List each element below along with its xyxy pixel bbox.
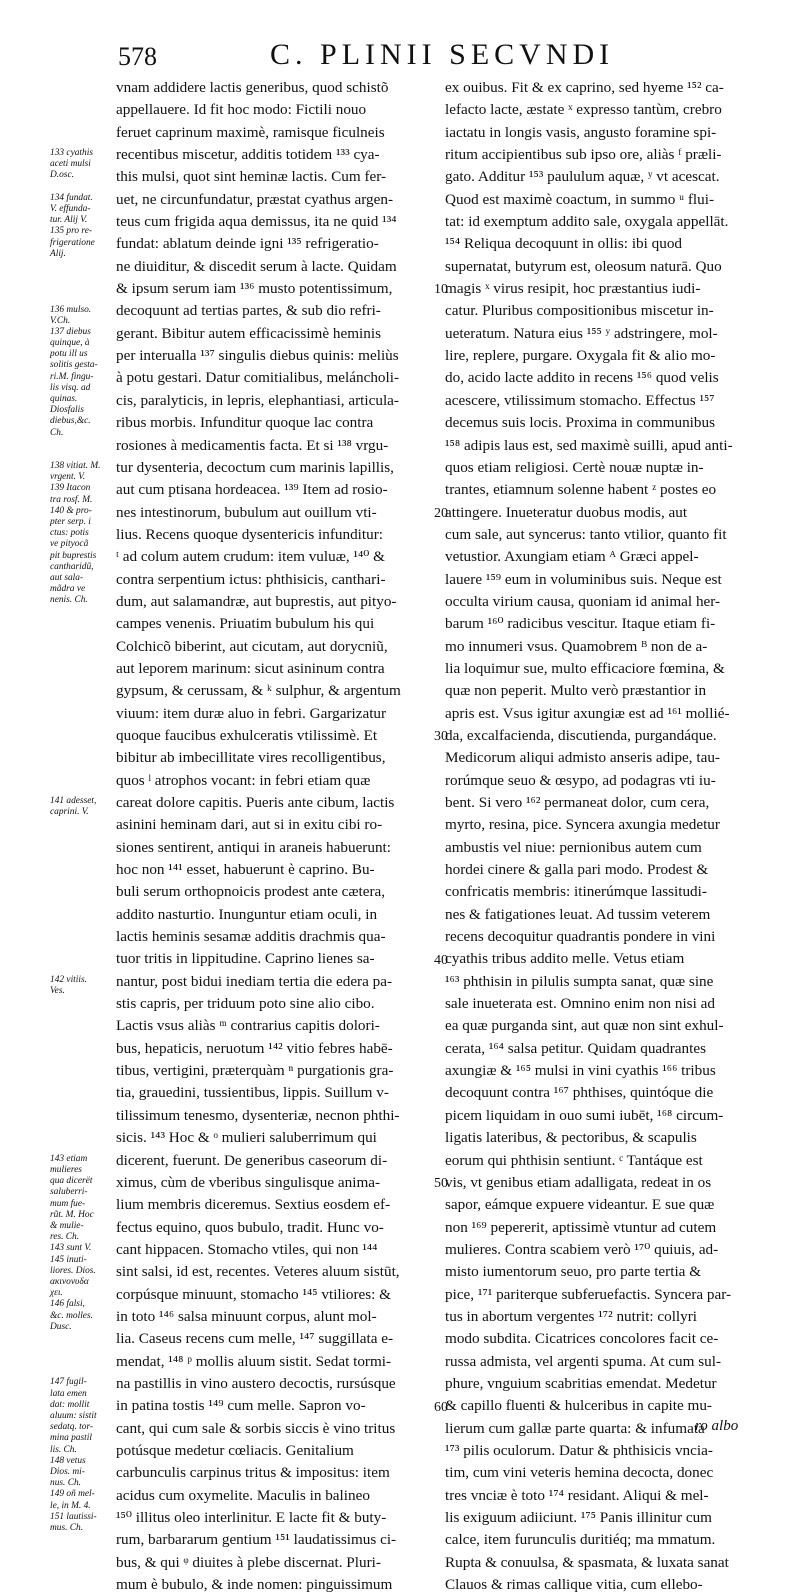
page-number: 578 bbox=[118, 42, 157, 71]
text-line: bent. Si vero ¹⁶² permaneat dolor, cum cera, bbox=[445, 794, 710, 811]
text-line: russa admista, vel argenti spuma. At cum sul- bbox=[445, 1352, 721, 1370]
text-line: pice, ¹⁷¹ pariterque subferuefactis. Syncera par- bbox=[445, 1285, 732, 1303]
text-line: gypsum, & cerussam, & ᵏ sulphur, & argentum bbox=[116, 682, 401, 700]
text-line: quos etiam religiosi. Certè nouæ nuptæ in- bbox=[445, 458, 704, 476]
text-line: supernatat, butyrum est, oleosum naturā. Quo bbox=[445, 257, 722, 275]
text-line: ea quæ purganda sint, aut quæ non sint exhul- bbox=[445, 1017, 724, 1035]
text-line: barum ¹⁶⁰ radicibus vescitur. Itaque etiam fi- bbox=[445, 615, 716, 633]
margin-note: 137 diebus quinque, à potu ill us solitis gesta- ri.M. fingu- lis visq. ad quinas. Diosfalis diebus,&c. Ch. bbox=[50, 326, 98, 438]
text-line: confricatis membris: itinerúmque lassitudi- bbox=[445, 883, 707, 901]
text-line: ribus morbis. Infunditur quoque lac contra bbox=[116, 414, 374, 432]
text-line: da, excalfacienda, discutienda, purgandáque. bbox=[445, 726, 717, 744]
text-line: lactis heminis sesamæ additis drachmis qua- bbox=[116, 928, 386, 946]
text-line: dicerent, fuerunt. De generibus caseorum di- bbox=[116, 1151, 388, 1169]
text-line: hordei cinere & galla pari modo. Prodest & bbox=[445, 861, 709, 879]
text-line: lium membris diceremus. Sextius eosdem ef- bbox=[116, 1196, 391, 1214]
margin-note: 134 fundat. V. effunda- tur. Alij V. 135 pro re- frigeratione Alij. bbox=[50, 192, 95, 259]
text-line: addito nasturtio. Inunguntur etiam oculi, in bbox=[116, 905, 378, 923]
line-number: 60 bbox=[434, 1399, 448, 1415]
text-line: Quod est maximè coactum, in summo ᵘ flui- bbox=[445, 190, 715, 208]
text-line: misto iumentorum seuo, pro parte tertia & bbox=[445, 1263, 702, 1281]
text-line: bus, & qui ᵠ diuites à plebe discernat. Pluri- bbox=[116, 1553, 381, 1571]
text-line: decoquunt contra ¹⁶⁷ phthises, quintóque die bbox=[445, 1084, 714, 1102]
text-line: stis capris, per triduum poto sine alio cibo. bbox=[116, 995, 375, 1013]
text-line: tim, cum vini veteris hemina decocta, donec bbox=[445, 1464, 714, 1482]
text-line: ¹⁵⁸ adipis laus est, sed maximè suilli, apud anti- bbox=[445, 436, 733, 454]
text-line: quoque faucibus exhulceratis vtilissimè. Et bbox=[116, 726, 378, 744]
text-line: hoc non ¹⁴¹ esset, habuerunt è caprino. Bu- bbox=[116, 861, 375, 879]
text-line: sicis. ¹⁴³ Hoc & ᵒ mulieri saluberrimum qui bbox=[116, 1129, 377, 1147]
text-line: non ¹⁶⁹ pepererit, aptissimè vtuntur ad cutem bbox=[445, 1218, 717, 1236]
text-line: phure, vnguium scabritias emendat. Medetur bbox=[445, 1374, 717, 1392]
text-line: cerata, ¹⁶⁴ salsa petitur. Quidam quadrantes bbox=[445, 1039, 707, 1057]
text-line: Rupta & conuulsa, & spasmata, & luxata sanat bbox=[445, 1553, 729, 1571]
text-line: tuor tritis in lippitudine. Caprino lienes sa- bbox=[116, 950, 375, 968]
text-line: feruet caprinum maximè, ramisque ficulneis bbox=[116, 123, 385, 141]
text-line: ᵗ ad colum autem crudum: item vuluæ, ¹⁴⁰ & bbox=[116, 548, 385, 566]
text-line: siones sentirent, antiqui in araneis habuerunt: bbox=[116, 838, 391, 856]
text-line: decemus suis locis. Proxima in communibus bbox=[445, 414, 715, 432]
text-line: do, acido lacte addito in recens ¹⁵⁶ quod velis bbox=[445, 369, 719, 387]
text-line: sint salsi, id est, recentes. Veteres aluum sistūt, bbox=[116, 1263, 400, 1281]
text-line: eorum qui phthisin sentiunt. ᶜ Tantáque est bbox=[445, 1151, 703, 1169]
text-line: aut cum ptisana hordeacea. ¹³⁹ Item ad rosio- bbox=[116, 481, 388, 499]
text-line: apris est. Vsus igitur axungiæ est ad ¹⁶¹ mollié- bbox=[445, 704, 730, 722]
text-line: mum è bubulo, & inde nomen: pinguissimum bbox=[116, 1576, 393, 1594]
text-line: in toto ¹⁴⁶ salsa minuunt corpus, alunt mol- bbox=[116, 1307, 377, 1325]
page-header bbox=[0, 38, 800, 78]
text-line: appellauere. Id fit hoc modo: Fictili nouo bbox=[116, 101, 367, 119]
margin-note: 142 vitiis. Ves. bbox=[50, 975, 87, 997]
text-line: quæ non peperit. Multo verò præstantior in bbox=[445, 682, 707, 700]
text-line: gato. Additur ¹⁵³ paululum aquæ, ʸ vt acescat. bbox=[445, 168, 720, 186]
text-line: ligatis lateribus, & pectoribus, & scapulis bbox=[445, 1129, 697, 1147]
text-line: calce, item furunculis duritiéq; ma mmatum. bbox=[445, 1531, 716, 1549]
text-line: lia. Caseus recens cum melle, ¹⁴⁷ suggillata e- bbox=[116, 1330, 394, 1348]
text-line: bus, hepaticis, neruotum ¹⁴² vitio febres habē- bbox=[116, 1039, 393, 1057]
text-line: this mulsi, quot sint heminæ lactis. Cum fer- bbox=[116, 168, 387, 186]
text-line: & capillo fluenti & hulceribus in capite mu- bbox=[445, 1397, 712, 1415]
text-line: picem liquidam in ouo sumi iubēt, ¹⁶⁸ circum- bbox=[445, 1106, 724, 1124]
text-line: lefacto lacte, æstate ˣ expresso tantùm, crebro bbox=[445, 101, 722, 119]
text-line: nes & fatigationes leuat. Ad tussim veterem bbox=[445, 905, 711, 923]
left-text-column bbox=[116, 77, 434, 1596]
text-line: acescere, vtilissimum stomacho. Effectus ¹⁵⁷ bbox=[445, 391, 715, 409]
text-line: rosiones à medicamentis facta. Et si ¹³⁸ vrgu- bbox=[116, 436, 389, 454]
margin-note: 141 adesset, caprini. V. bbox=[50, 796, 97, 818]
margin-note: 136 mulso. V.Ch. bbox=[50, 304, 92, 326]
text-line: Lactis vsus aliàs ᵐ contrarius capitis dolori- bbox=[116, 1017, 380, 1035]
text-line: Colchicõ biberint, aut cicutam, aut dorycniũ, bbox=[116, 637, 388, 655]
text-line: cyathis tribus addito melle. Vetus etiam bbox=[445, 950, 685, 968]
text-line: uet, ne circunfundatur, præstat cyathus argen- bbox=[116, 190, 394, 208]
text-line: ¹⁵⁴ Reliqua decoquunt in ollis: ibi quod bbox=[445, 235, 683, 253]
text-line: Clauos & rimas callique vitia, cum ellebo- bbox=[445, 1576, 703, 1594]
text-line: sapor, eámque expuere videantur. E sue quæ bbox=[445, 1196, 715, 1214]
text-line: tia, grauedini, tussientibus, lippis. Suillum v- bbox=[116, 1084, 389, 1102]
text-line: cant, qui cum sale & sorbis siccis è vino tritus bbox=[116, 1419, 396, 1437]
text-line: recentibus miscetur, additis totidem ¹³³ cya- bbox=[116, 146, 380, 164]
text-line: ¹⁷³ pilis oculorum. Datur & phthisicis vncia- bbox=[445, 1441, 713, 1459]
text-line: rorúmque seuo & œsypo, ad podagras vti iu- bbox=[445, 771, 716, 789]
text-line: ximus, cùm de vberibus singulisque anima- bbox=[116, 1173, 381, 1191]
text-line: decoquunt ad tertias partes, & sub dio refri- bbox=[116, 302, 381, 320]
line-number: 10 bbox=[434, 282, 448, 298]
text-line: dum, aut salamandræ, aut buprestis, aut pityo- bbox=[116, 592, 397, 610]
text-line: contra serpentium ictus: phthisicis, canthari- bbox=[116, 570, 386, 588]
text-line: cum sale, aut syncerus: tanto vtilior, quanto fit bbox=[445, 525, 727, 543]
text-line: cis, paralyticis, in lepris, elephantiasi, articula- bbox=[116, 391, 399, 409]
text-line: recens decoquitur quadrantis pondere in vini bbox=[445, 928, 716, 946]
text-line: lius. Recens quoque dysentericis infunditur: bbox=[116, 525, 383, 543]
text-line: lire, replere, purgare. Oxygala fit & alio mo- bbox=[445, 347, 716, 365]
text-line: vis, vt genibus etiam adalligata, redeat in os bbox=[445, 1173, 712, 1191]
line-number: 50 bbox=[434, 1176, 448, 1192]
text-line: tres vnciæ è toto ¹⁷⁴ residant. Aliqui & mel- bbox=[445, 1486, 709, 1504]
text-line: & ipsum serum iam ¹³⁶ musto potentissimum, bbox=[116, 280, 393, 298]
text-line: vetustior. Axungiam etiam ᴬ Græci appel- bbox=[445, 548, 699, 566]
margin-note: 138 vitiat. M. vrgent. V. 139 Itacon tra rosf. M. 140 & pro- pter serp. i ctus: potis ve pityocã pit buprestis cantharidũ, aut sala- mãdra ve nenis. Ch. bbox=[50, 460, 101, 606]
text-line: teus cum frigida aqua demissus, ita ne quid ¹³⁴ bbox=[116, 213, 397, 231]
text-line: fectus equino, quos bubulo, tradit. Hunc vo- bbox=[116, 1218, 384, 1236]
text-line: per interualla ¹³⁷ singulis diebus quinis: meliùs bbox=[116, 347, 399, 365]
text-line: na pastillis in vino austero decoctis, rursúsque bbox=[116, 1374, 396, 1392]
text-line: mulieres. Contra scabiem verò ¹⁷⁰ quiuis, ad- bbox=[445, 1240, 719, 1258]
text-line: ueteratum. Natura eius ¹⁵⁵ ʸ adstringere, mol- bbox=[445, 324, 718, 342]
text-line: cant hippacen. Stomacho vtiles, qui non ¹⁴⁴ bbox=[116, 1240, 378, 1258]
margin-note: 147 fugil- lata emen dat: mollit aluum: sistit sedatq. tor- mina pastil lis. Ch. 148 vetus Dios. mi- nus. Ch. 149 oñ mel- le, in M. 4. 151 lautissi- mus. Ch. bbox=[50, 1377, 97, 1533]
text-line: quos ˡ atrophos vocant: in febri etiam quæ bbox=[116, 771, 371, 789]
text-line: lierum cum gallæ parte quarta: & infumata bbox=[445, 1419, 705, 1437]
text-line: ambustis vel niue: pernionibus autem cum bbox=[445, 838, 702, 856]
text-line: bibitur ab imbecillitate vires recolligentibus, bbox=[116, 749, 386, 767]
text-line: potúsque medetur cœliacis. Genitalium bbox=[116, 1441, 354, 1459]
text-line: ne diuiditur, & discedit serum à lacte. Quidam bbox=[116, 257, 397, 275]
margin-note: 143 etiam mulieres qua dicerët saluberri- mum fue- rũt. M. Hoc & mulie- res. Ch. 143 sunt V. 145 inuti- liores. Dios. ακινονυδα χει. 146 falsi, &c. molles. Dusc. bbox=[50, 1153, 96, 1332]
catchword: ro albo bbox=[695, 1418, 739, 1434]
text-line: occulta virium causa, quoniam id animal her- bbox=[445, 592, 721, 610]
text-line: mo innumeri vsus. Quamobrem ᴮ non de a- bbox=[445, 637, 708, 655]
text-line: ritum accipientibus sub ipso ore, aliàs ᶠ præli- bbox=[445, 146, 722, 164]
text-line: carbunculis carpinus tritus & impositus: item bbox=[116, 1464, 390, 1482]
text-line: campes venenis. Priuatim bubulum his qui bbox=[116, 615, 375, 633]
text-line: tat: id exemptum addito sale, oxygala appellāt. bbox=[445, 213, 729, 231]
text-line: tus in abortum vergentes ¹⁷² nutrit: collyri bbox=[445, 1307, 698, 1325]
text-line: lia loquimur sue, multo efficaciore fœmina, & bbox=[445, 659, 725, 677]
text-line: myrto, resina, pice. Syncera axungia medetur bbox=[445, 816, 720, 834]
line-number: 30 bbox=[434, 729, 448, 745]
line-number: 20 bbox=[434, 505, 448, 521]
text-line: sale inueterata est. Omnino enim non nisi ad bbox=[445, 995, 715, 1013]
text-line: lauere ¹⁵⁹ eum in voluminibus suis. Neque est bbox=[445, 570, 722, 588]
text-line: magis ˣ virus resipit, hoc præstantius iudi- bbox=[445, 280, 701, 298]
text-line: rum, barbararum gentium ¹⁵¹ laudatissimus ci- bbox=[116, 1531, 397, 1549]
text-line: tur dysenteria, decoctum cum marinis lapillis, bbox=[116, 458, 394, 476]
text-line: attingere. Inueteratur duobus modis, aut bbox=[445, 503, 688, 521]
text-line: fundat: ablatum deinde igni ¹³⁵ refrigeratio- bbox=[116, 235, 379, 253]
text-line: vnam addidere lactis generibus, quod schistõ bbox=[116, 79, 389, 96]
text-line: ex ouibus. Fit & ex caprino, sed hyeme ¹⁵² ca- bbox=[445, 79, 724, 96]
text-line: in patina tostis ¹⁴⁹ cum melle. Sapron vo- bbox=[116, 1397, 366, 1415]
margin-note: 133 cyathis aceti mulsi D.osc. bbox=[50, 148, 93, 181]
text-line: trantes, etiamnum solenne habent ᶻ postes eo bbox=[445, 481, 717, 499]
text-line: Medicorum aliqui admisto anseris adipe, tau- bbox=[445, 749, 720, 767]
text-line: iactatu in longis vasis, angusto foramine spi- bbox=[445, 123, 717, 141]
text-line: mendat, ¹⁴⁸ ᵖ mollis aluum sistit. Sedat tormi- bbox=[116, 1352, 392, 1370]
text-line: tilissimum tenesmo, dysenteriæ, necnon phthi- bbox=[116, 1106, 400, 1124]
text-line: tibus, vertigini, præterquàm ⁿ purgationis gra- bbox=[116, 1062, 394, 1080]
text-line: lis exiguum adiiciunt. ¹⁷⁵ Panis illinitur cum bbox=[445, 1509, 712, 1526]
text-line: à potu gestari. Datur comitialibus, meláncholi- bbox=[116, 369, 400, 387]
text-line: nes intestinorum, bubulum aut ouillum vti- bbox=[116, 503, 377, 521]
line-number: 40 bbox=[434, 952, 448, 968]
text-line: viuum: item duræ aluo in febri. Gargarizatur bbox=[116, 704, 387, 722]
text-line: aut leporem marinum: sicut asininum contra bbox=[116, 659, 385, 677]
text-line: ¹⁶³ phthisin in pilulis sumpta sanat, quæ sine bbox=[445, 972, 714, 990]
text-line: asinini heminam dari, aut si in exitu cibi ro- bbox=[116, 816, 383, 834]
text-line: modo subdita. Cicatrices concolores facit ce- bbox=[445, 1330, 719, 1348]
text-line: buli serum orthopnoicis prodest ante cætera, bbox=[116, 883, 386, 901]
text-line: gerant. Bibitur autem efficacissimè heminis bbox=[116, 324, 382, 342]
text-line: corpúsque minuunt, stomacho ¹⁴⁵ vtiliores: & bbox=[116, 1285, 391, 1303]
text-line: ¹⁵⁰ illitus oleo interlinitur. E lacte fit & buty- bbox=[116, 1509, 387, 1526]
text-line: nantur, post bidui inediam tertia die edera pa- bbox=[116, 972, 393, 990]
text-line: axungiæ & ¹⁶⁵ mulsi in vini cyathis ¹⁶⁶ tribus bbox=[445, 1062, 716, 1080]
text-line: careat dolore capitis. Pueris ante cibum, lactis bbox=[116, 794, 395, 811]
right-text-column bbox=[445, 77, 745, 1596]
text-line: acidus cum oxymelite. Maculis in balineo bbox=[116, 1486, 370, 1504]
text-line: catur. Pluribus compositionibus miscetur in- bbox=[445, 302, 714, 320]
running-title: C. PLINII SECVNDI bbox=[270, 38, 615, 71]
